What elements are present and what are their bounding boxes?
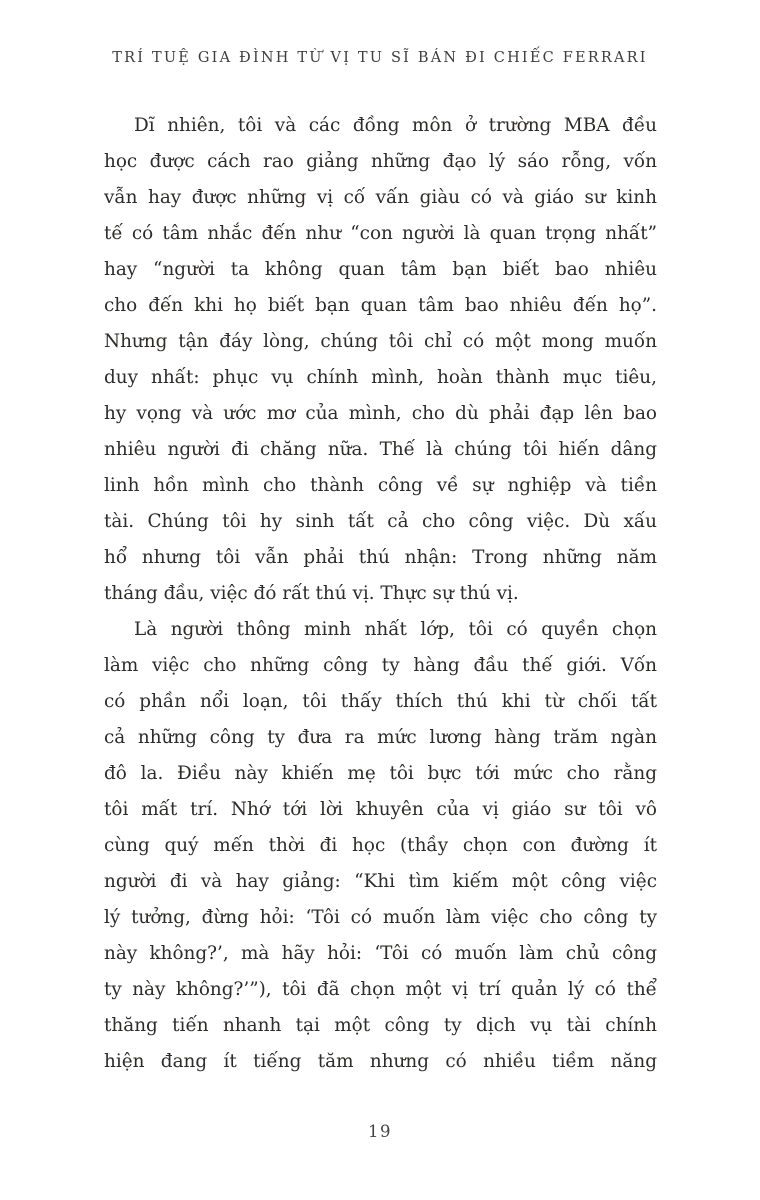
text-line: này không?’, mà hãy hỏi: ‘Tôi có muốn làm chủ công — [104, 943, 657, 964]
text-line: tài. Chúng tôi hy sinh tất cả cho công việc. Dù xấu — [104, 511, 657, 532]
page-number: 19 — [368, 1122, 392, 1141]
text-line: thăng tiến nhanh tại một công ty dịch vụ tài chính — [104, 1015, 657, 1036]
text-line: làm việc cho những công ty hàng đầu thế giới. Vốn — [104, 655, 657, 676]
text-line: cả những công ty đưa ra mức lương hàng trăm ngàn — [104, 727, 657, 748]
running-header: TRÍ TUỆ GIA ĐÌNH TỪ VỊ TU SĨ BÁN ĐI CHIẾC FERRARI — [112, 50, 648, 66]
text-line: Nhưng tận đáy lòng, chúng tôi chỉ có một mong muốn — [104, 331, 657, 352]
text-line: vẫn hay được những vị cố vấn giàu có và giáo sư kinh — [104, 187, 657, 208]
body-text — [104, 108, 657, 1080]
text-line: duy nhất: phục vụ chính mình, hoàn thành mục tiêu, — [104, 367, 657, 388]
text-line: hiện đang ít tiếng tăm nhưng có nhiều tiềm năng — [104, 1051, 657, 1072]
text-line: linh hồn mình cho thành công về sự nghiệp và tiền — [104, 475, 657, 496]
text-line: Là người thông minh nhất lớp, tôi có quyền chọn — [134, 619, 657, 640]
text-line: hay “người ta không quan tâm bạn biết bao nhiêu — [104, 259, 657, 280]
text-line: học được cách rao giảng những đạo lý sáo rỗng, vốn — [104, 151, 657, 172]
text-line: ty này không?’”), tôi đã chọn một vị trí quản lý có thể — [104, 979, 657, 1000]
text-line: hổ nhưng tôi vẫn phải thú nhận: Trong những năm — [104, 547, 657, 568]
text-line: lý tưởng, đừng hỏi: ‘Tôi có muốn làm việc cho công ty — [104, 907, 657, 928]
text-line: Dĩ nhiên, tôi và các đồng môn ở trường MBA đều — [134, 115, 657, 136]
paragraph — [104, 612, 657, 1080]
text-line: tôi mất trí. Nhớ tới lời khuyên của vị giáo sư tôi vô — [104, 799, 657, 820]
text-line: người đi và hay giảng: “Khi tìm kiếm một công việc — [104, 871, 657, 892]
text-line: hy vọng và ước mơ của mình, cho dù phải đạp lên bao — [104, 403, 657, 424]
text-line: cùng quý mến thời đi học (thầy chọn con đường ít — [104, 835, 657, 856]
text-line: cho đến khi họ biết bạn quan tâm bao nhiêu đến họ”. — [104, 295, 657, 316]
text-line: có phần nổi loạn, tôi thấy thích thú khi từ chối tất — [104, 691, 657, 712]
text-line: đô la. Điều này khiến mẹ tôi bực tới mức cho rằng — [104, 763, 657, 784]
paragraph — [104, 108, 657, 612]
text-line: tháng đầu, việc đó rất thú vị. Thực sự thú vị. — [104, 583, 519, 604]
text-line: tế có tâm nhắc đến như “con người là quan trọng nhất” — [104, 223, 657, 244]
text-line: nhiêu người đi chăng nữa. Thế là chúng tôi hiến dâng — [104, 439, 657, 460]
